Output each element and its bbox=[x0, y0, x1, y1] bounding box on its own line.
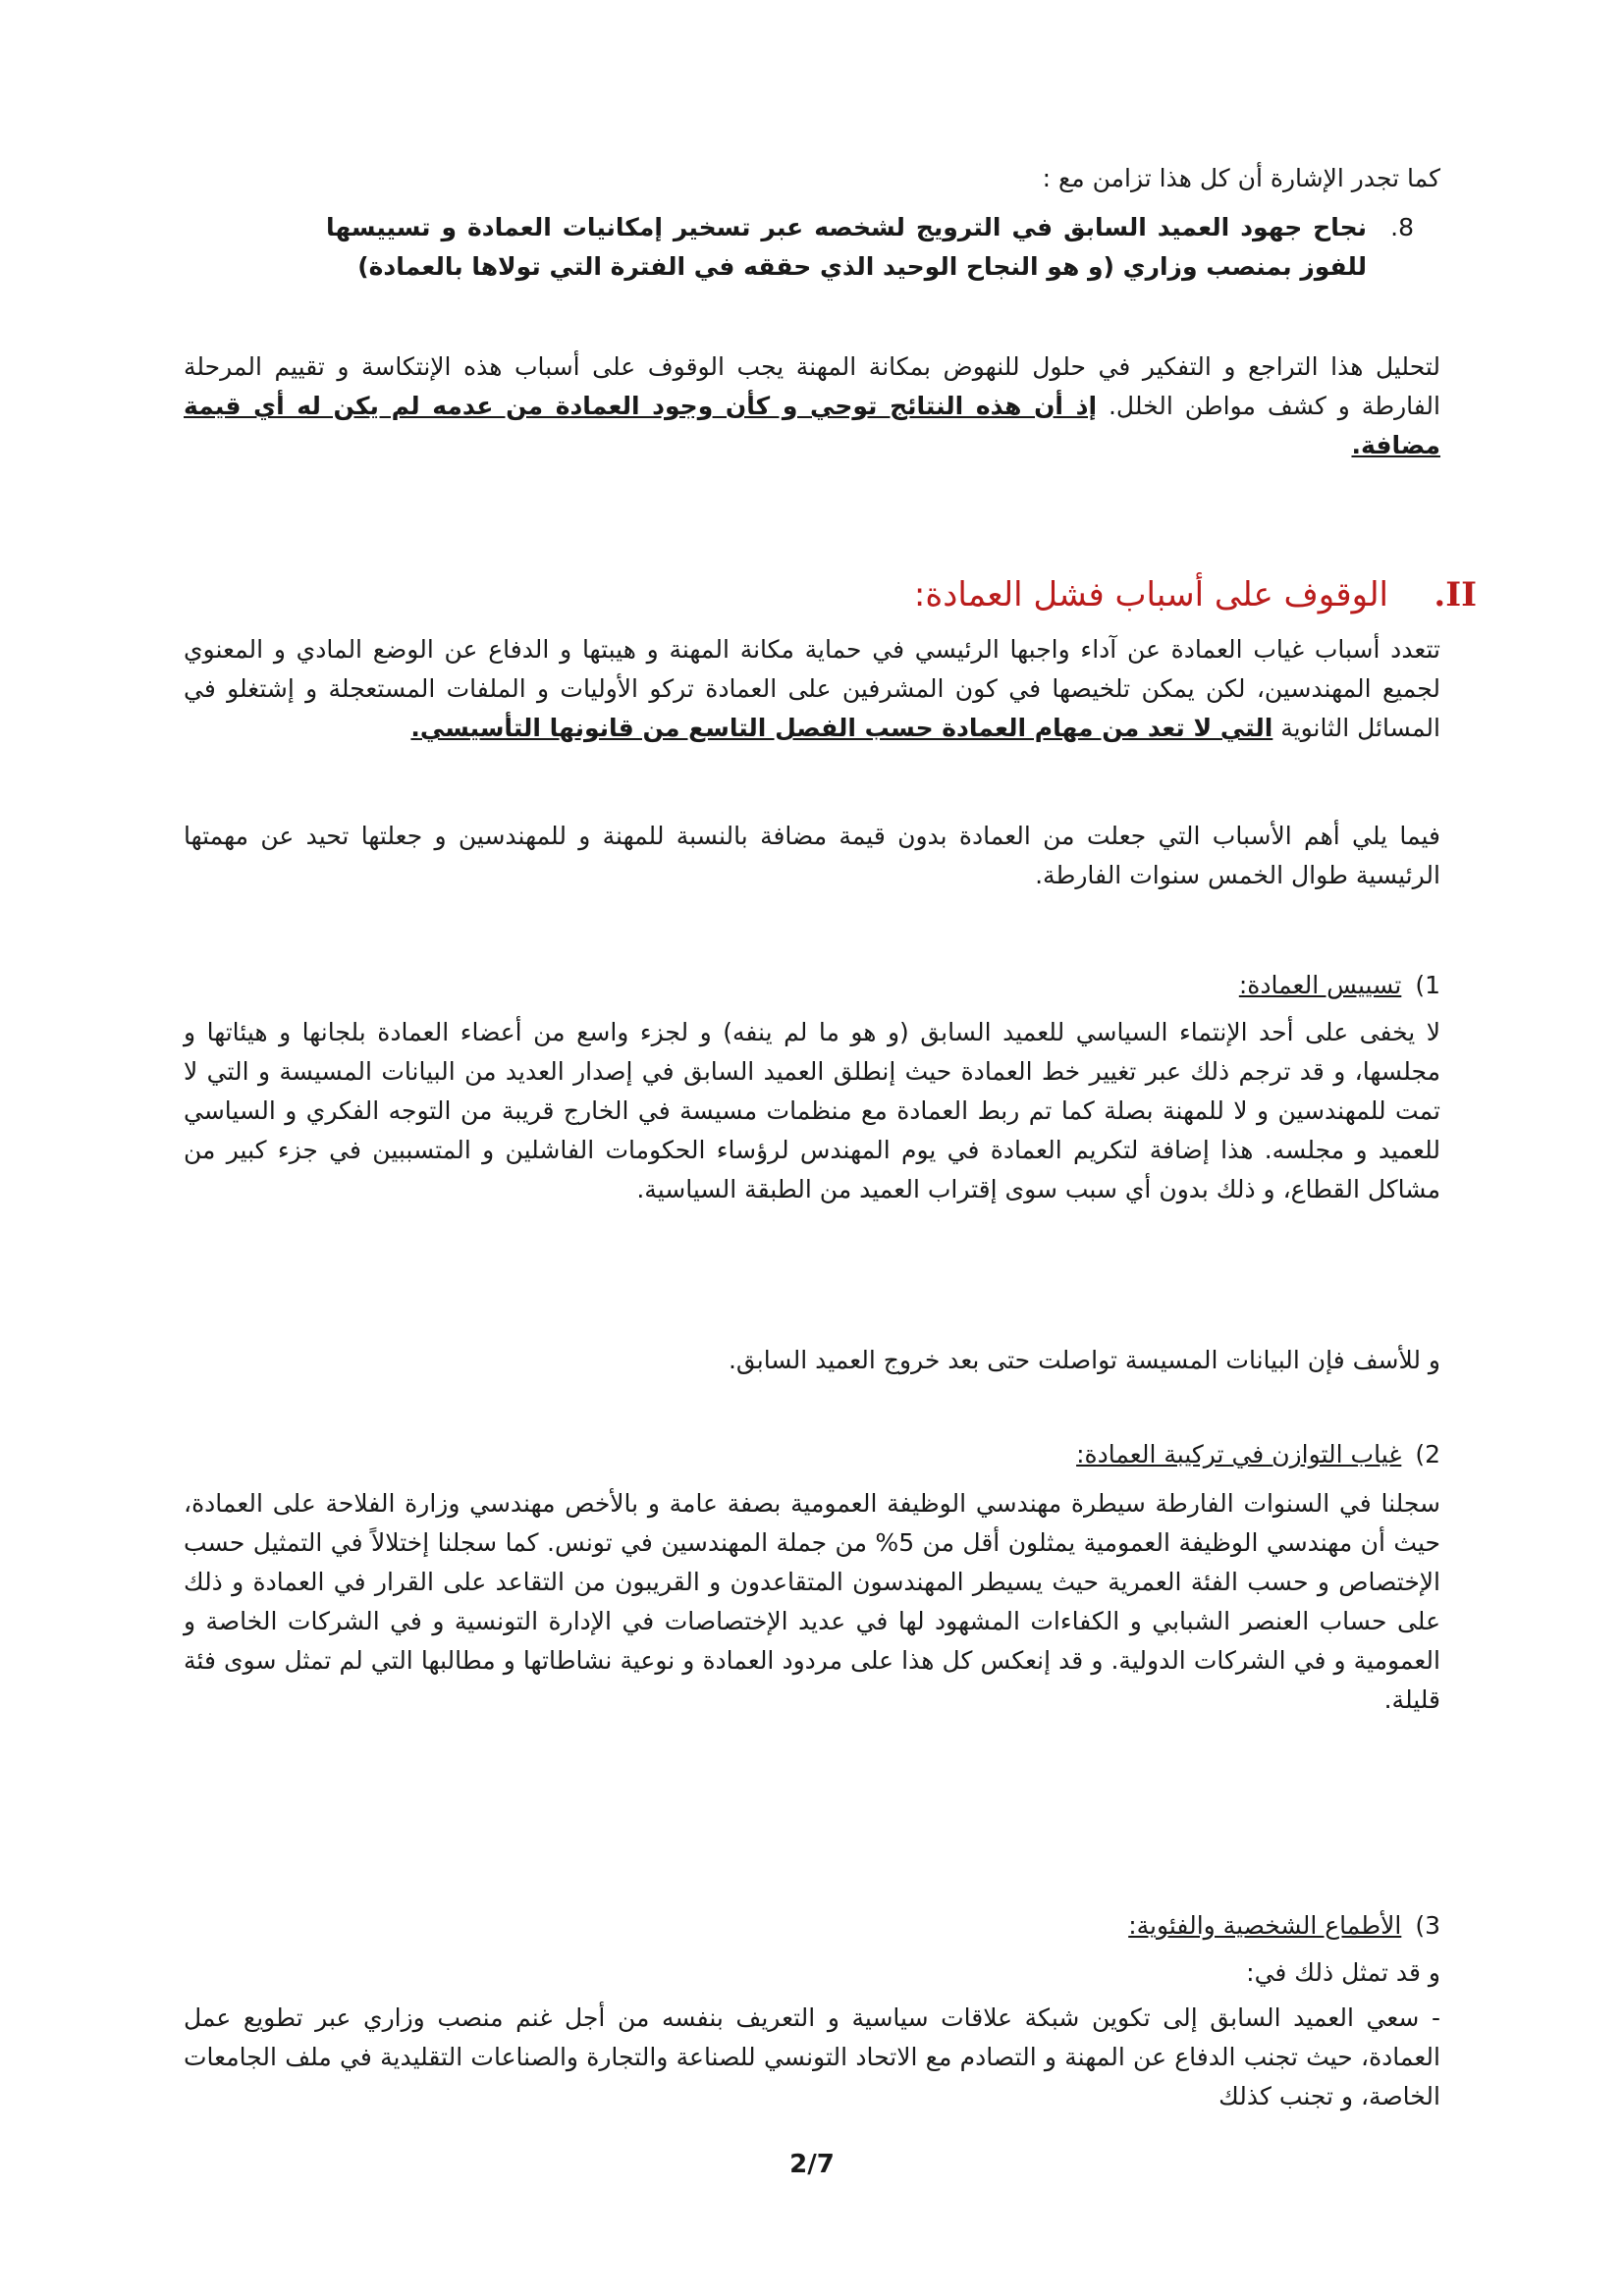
subsection-3-body: و قد تمثل ذلك في: bbox=[1246, 1958, 1440, 1987]
intro-line: كما تجدر الإشارة أن كل هذا تزامن مع : bbox=[1042, 164, 1440, 192]
section-heading bbox=[913, 571, 1477, 618]
subsection-3-heading bbox=[1128, 1906, 1440, 1946]
subsection-1-body-2: و للأسف فإن البيانات المسيسة تواصلت حتى بعد خروج العميد السابق. bbox=[728, 1346, 1440, 1374]
subsection-number: 2) bbox=[1415, 1440, 1440, 1468]
list-item-number: 8. bbox=[1390, 213, 1414, 241]
analysis-emphasis: إذ أن هذه النتائج توحي و كأن وجود العمادة من عدمه لم يكن له أي قيمة مضافة. bbox=[184, 392, 1440, 459]
list-intro-paragraph: فيما يلي أهم الأسباب التي جعلت من العمادة بدون قيمة مضافة بالنسبة للمهنة و للمهندسين و جعلتها تحيد عن مهمتها الرئيسية طوال الخمس سنوات الفارطة. bbox=[184, 822, 1440, 889]
list-item-text: نجاح جهود العميد السابق في الترويج لشخصه عبر تسخير إمكانيات العمادة و تسييسها للفوز بمنصب وزاري (و هو النجاح الوحيد الذي حققه في الفترة التي تولاها بالعمادة) bbox=[326, 213, 1367, 281]
page-number: 2/7 bbox=[789, 2150, 835, 2179]
causes-paragraph bbox=[184, 630, 1440, 748]
subsection-2-body: سجلنا في السنوات الفارطة سيطرة مهندسي الوظيفة العمومية بصفة عامة و بالأخص مهندسي وزارة الفلاحة على العمادة، حيث أن مهندسي الوظيفة العمومية يمثلون أقل من 5% من جملة المهندسين في تونس. كما سجلنا إختلالاً في التمثيل حسب الإختصاص و حسب الفئة العمرية حيث يسيطر المهندسون المتقاعدون و القريبون من التقاعد على القرار في العمادة و ذلك على حساب العنصر الشبابي و الكفاءات المشهود لها في عديد الإختصاصات في الإدارة التونسية و في الشركات الخاصة و العمومية و في الشركات الدولية. و قد إنعكس كل هذا على مردود العمادة و نوعية نشاطاتها و مطالبها التي لم تمثل سوى فئة قليلة. bbox=[184, 1489, 1440, 1714]
causes-emphasis: التي لا تعد من مهام العمادة حسب الفصل التاسع من قانونها التأسيسي. bbox=[410, 714, 1273, 742]
analysis-text: لتحليل هذا التراجع و التفكير في حلول للنهوض بمكانة المهنة يجب الوقوف على أسباب هذه الإنتكاسة و تقييم المرحلة الفارطة و كشف مواطن الخلل. bbox=[184, 352, 1440, 420]
subsection-title: الأطماع الشخصية والفئوية: bbox=[1128, 1911, 1402, 1940]
subsection-title: تسييس العمادة: bbox=[1238, 971, 1402, 999]
subsection-number: 1) bbox=[1415, 971, 1440, 999]
subsection-2-heading bbox=[1076, 1435, 1440, 1474]
subsection-number: 3) bbox=[1415, 1911, 1440, 1940]
subsection-1-body: لا يخفى على أحد الإنتماء السياسي للعميد السابق (و هو ما لم ينفه) و لجزء واسع من أعضاء العمادة بلجانها و هيئاتها و مجلسها، و قد ترجم ذلك عبر تغيير خط العمادة حيث إنطلق العميد السابق في إصدار العديد من البيانات المسيسة و التي لا تمت للمهندسين و لا للمهنة بصلة كما تم ربط العمادة مع منظمات مسيسة في الخارج قريبة من التوجه الفكري و السياسي للعميد و مجلسه. هذا إضافة لتكريم العمادة في يوم المهندس لرؤساء الحكومات الفاشلين و المتسببين في جزء كبير من مشاكل القطاع، و ذلك بدون أي سبب سوى إقتراب العميد من الطبقة السياسية. bbox=[184, 1018, 1440, 1203]
section-numeral: II. bbox=[1434, 575, 1477, 614]
list-item-8 bbox=[326, 208, 1414, 287]
analysis-paragraph bbox=[184, 347, 1440, 465]
subsection-1-heading bbox=[1239, 966, 1440, 1005]
subsection-3-body-2: - سعي العميد السابق إلى تكوين شبكة علاقات سياسية و التعريف بنفسه من أجل غنم منصب وزاري عبر تطويع عمل العمادة، حيث تجنب الدفاع عن المهنة و التصادم مع الاتحاد التونسي للصناعة والتجارة والصناعات التقليدية في ملف الجامعات الخاصة، و تجنب كذلك bbox=[184, 2003, 1440, 2110]
section-title: الوقوف على أسباب فشل العمادة: bbox=[913, 575, 1388, 614]
subsection-title: غياب التوازن في تركيبة العمادة: bbox=[1076, 1440, 1402, 1468]
causes-text: تتعدد أسباب غياب العمادة عن آداء واجبها الرئيسي في حماية مكانة المهنة و هيبتها و الدفاع عن الوضع المادي و المعنوي لجميع المهندسين، لكن يمكن تلخيصها في كون المشرفين على العمادة تركو الأوليات و الملفات المستعجلة و إشتغلو في المسائل الثانوية bbox=[184, 635, 1440, 742]
